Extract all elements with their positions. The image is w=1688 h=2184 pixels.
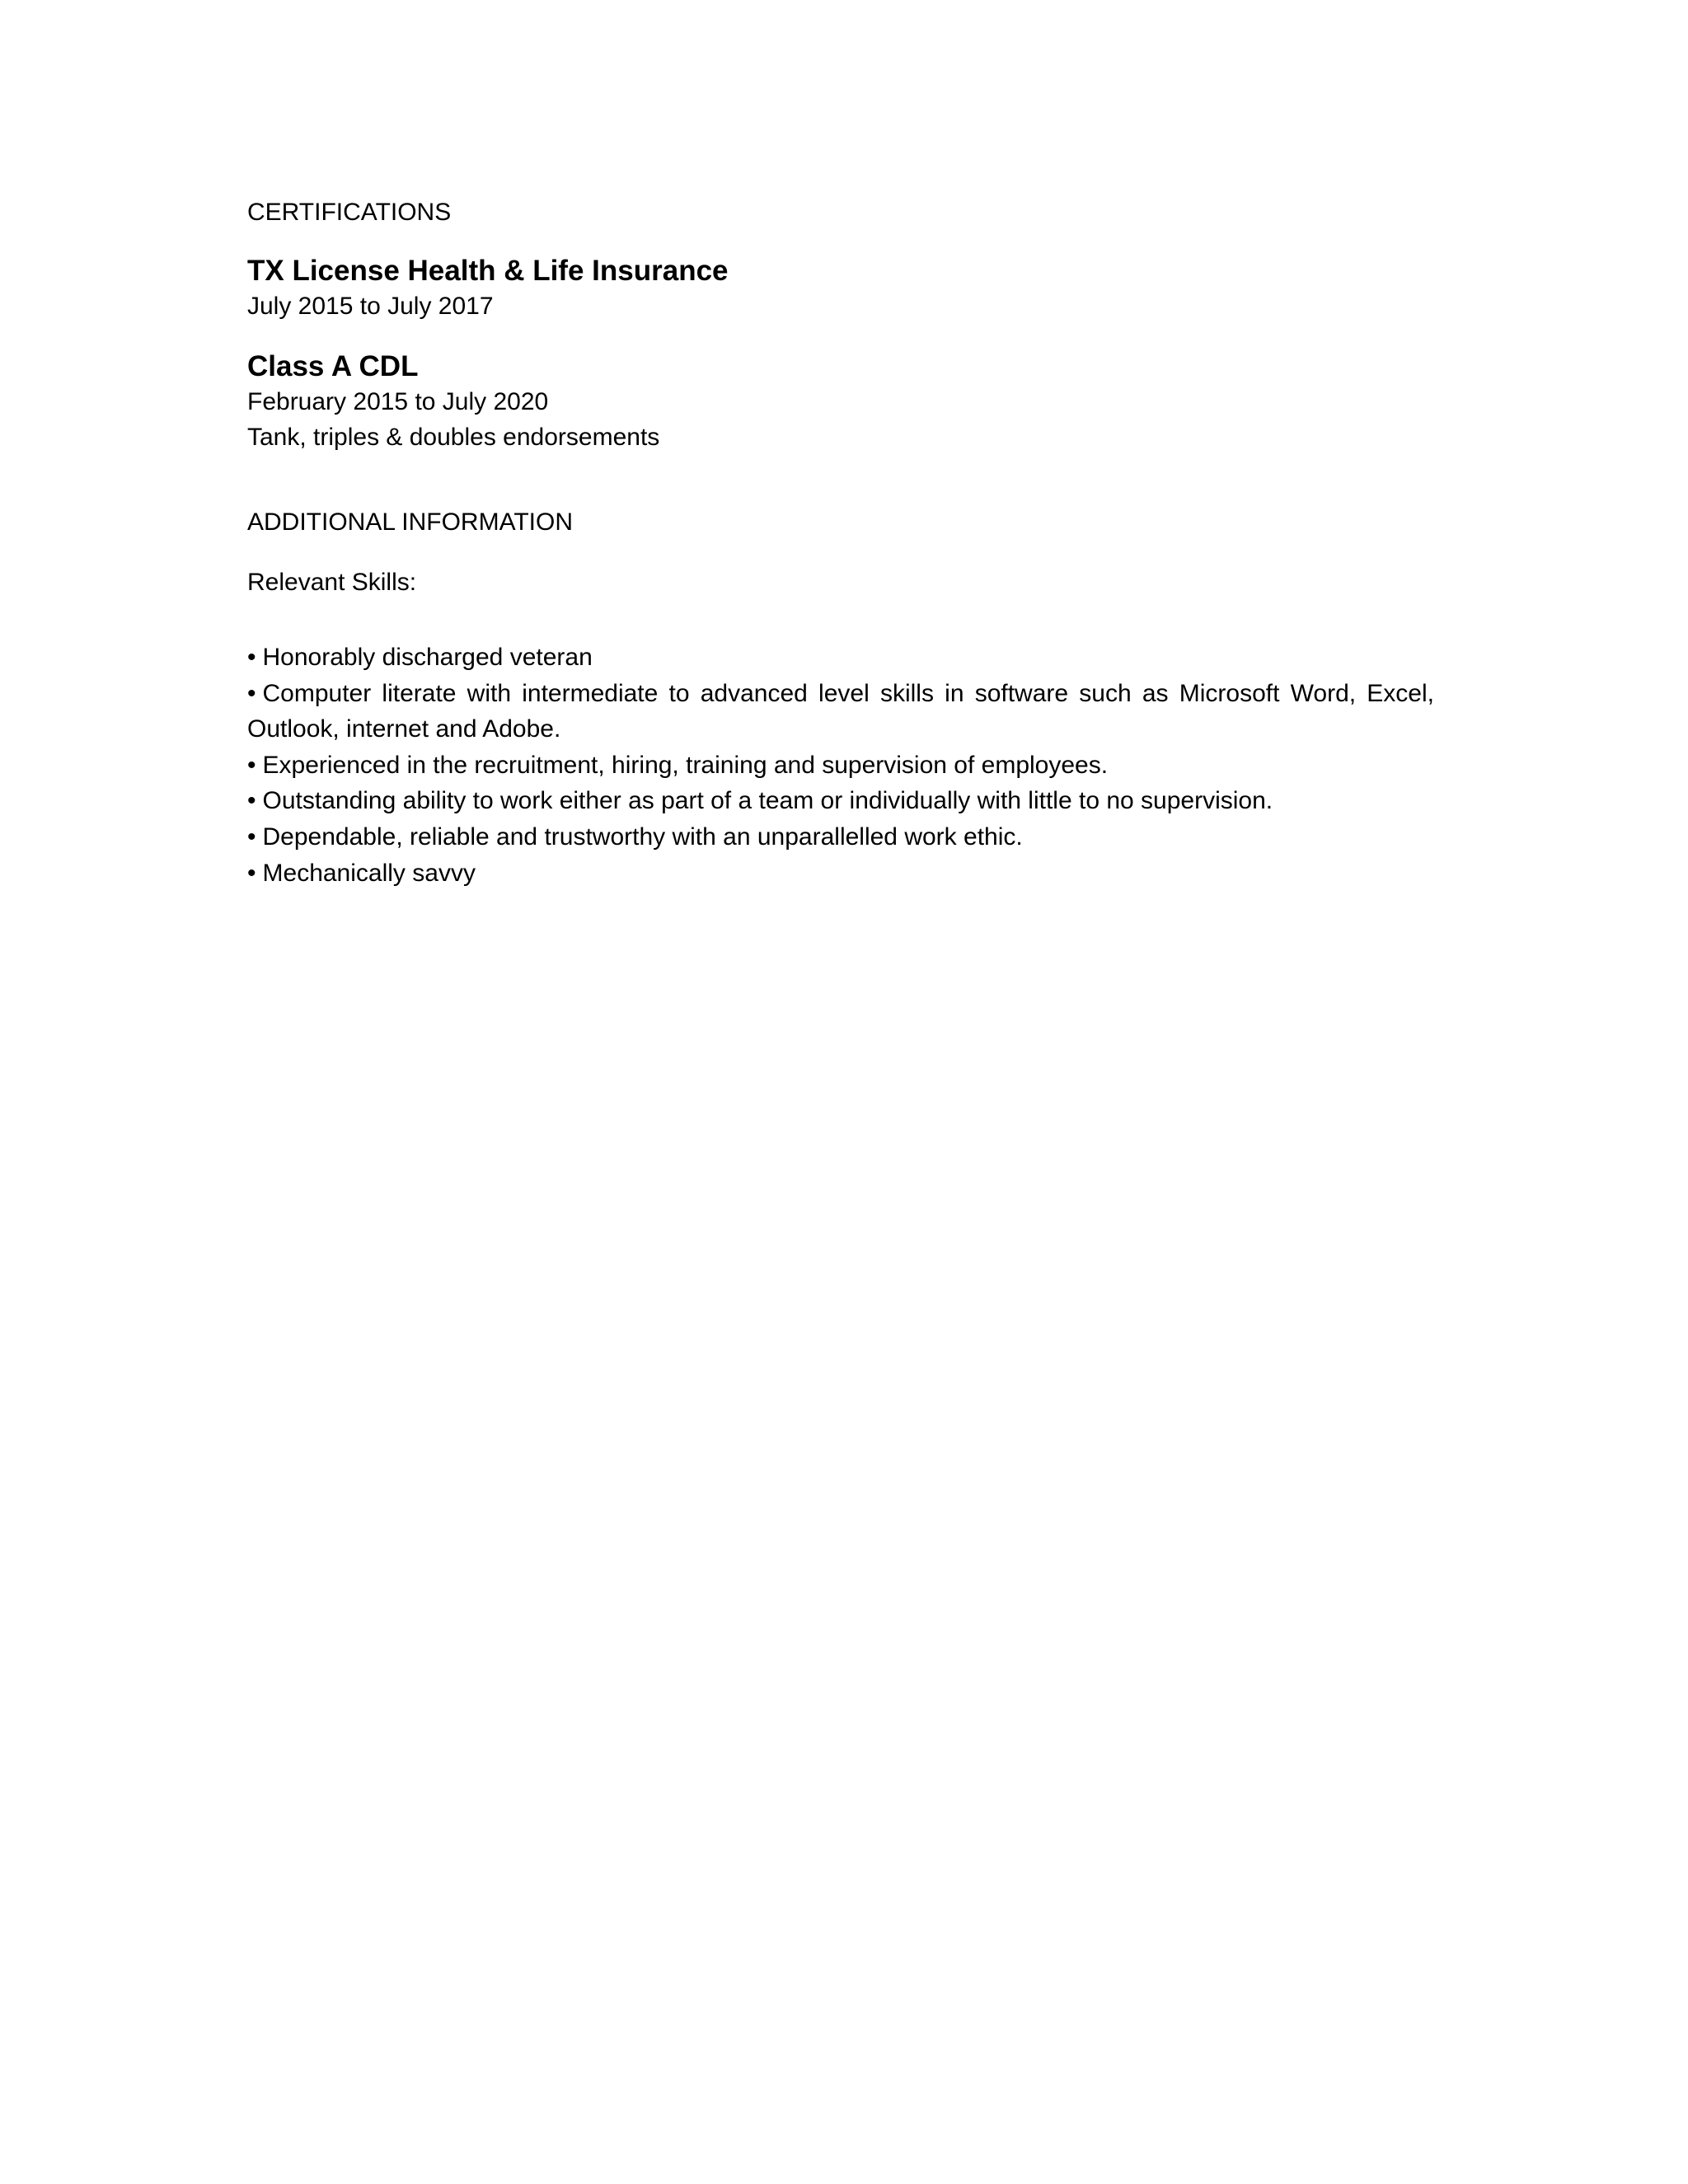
skill-item: [247, 640, 1434, 676]
skill-text: Mechanically savvy: [262, 859, 476, 887]
skill-item: [247, 783, 1434, 819]
skills-list: [247, 640, 1434, 891]
skill-text: Experienced in the recruitment, hiring, training and supervision of employees.: [262, 751, 1109, 779]
skill-item: [247, 819, 1434, 855]
certification-note: Tank, triples & doubles endorsements: [247, 424, 660, 451]
skill-item: [247, 748, 1434, 784]
certification-dates: July 2015 to July 2017: [247, 293, 494, 320]
bullet-icon: •: [247, 751, 256, 779]
skill-text: Dependable, reliable and trustworthy with an unparallelled work ethic.: [262, 823, 1023, 851]
relevant-skills-label: Relevant Skills:: [247, 569, 417, 596]
bullet-icon: •: [247, 823, 256, 851]
skill-item: [247, 855, 1434, 892]
skill-text: Honorably discharged veteran: [262, 644, 593, 671]
certifications-heading: CERTIFICATIONS: [247, 199, 452, 226]
skill-text: Computer literate with intermediate to advanced level skills in software such as Microsoft Word, Excel, Outlook, internet and Adobe.: [247, 679, 1434, 743]
bullet-icon: •: [247, 787, 256, 815]
certification-dates: February 2015 to July 2020: [247, 388, 549, 415]
bullet-icon: •: [247, 859, 256, 887]
bullet-icon: •: [247, 644, 256, 671]
bullet-icon: •: [247, 679, 256, 707]
skill-text: Outstanding ability to work either as part of a team or individually with little to no supervision.: [262, 787, 1273, 815]
certification-title: TX License Health & Life Insurance: [247, 255, 729, 287]
certification-title: Class A CDL: [247, 350, 419, 382]
skill-item: [247, 676, 1434, 748]
additional-information-heading: ADDITIONAL INFORMATION: [247, 509, 574, 536]
